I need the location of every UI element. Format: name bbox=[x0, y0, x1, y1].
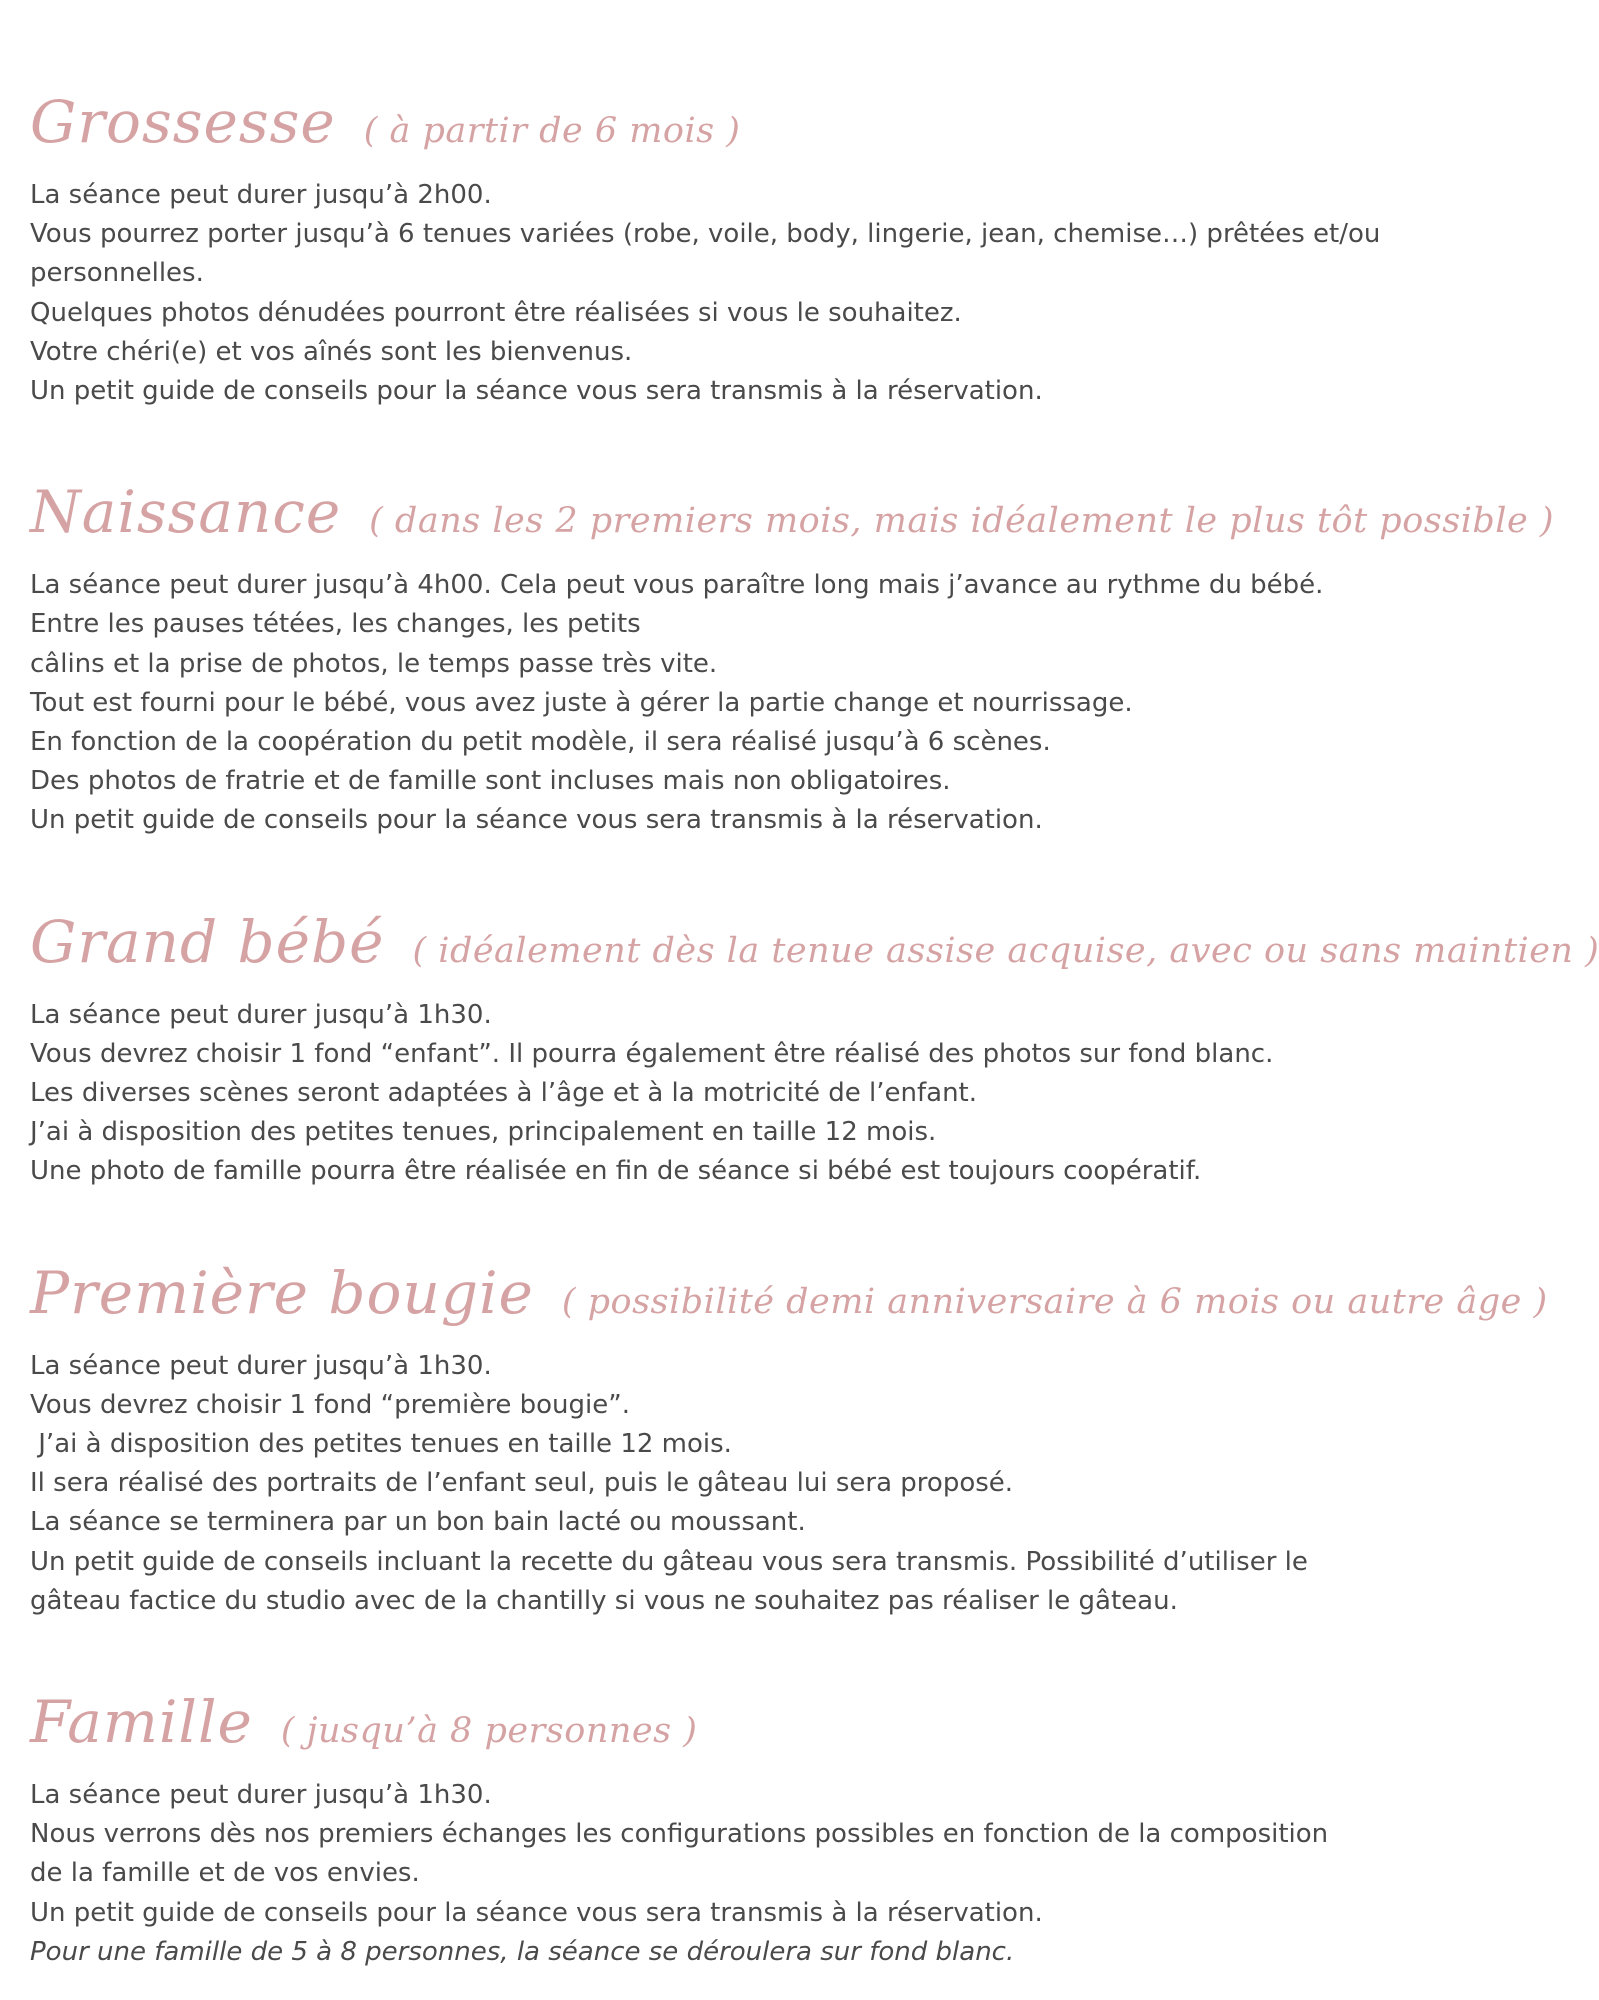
section-title: Naissance bbox=[30, 478, 342, 547]
body-line: Un petit guide de conseils pour la séance vous sera transmis à la réservation. bbox=[30, 376, 1043, 407]
body-line: La séance peut durer jusqu’à 1h30. bbox=[30, 1780, 492, 1811]
body-line: Un petit guide de conseils incluant la recette du gâteau vous sera transmis. Possibilité d’utiliser le bbox=[30, 1546, 1308, 1577]
body-line: Il sera réalisé des portraits de l’enfant seul, puis le gâteau lui sera proposé. bbox=[30, 1468, 1014, 1499]
body-line: En fonction de la coopération du petit modèle, il sera réalisé jusqu’à 6 scènes. bbox=[30, 727, 1051, 758]
body-line: câlins et la prise de photos, le temps passe très vite. bbox=[30, 648, 718, 679]
body-line: La séance peut durer jusqu’à 1h30. bbox=[30, 1350, 492, 1381]
section-heading bbox=[30, 68, 1394, 176]
section-heading bbox=[30, 458, 1554, 566]
body-line: Une photo de famille pourra être réalisée en fin de séance si bébé est toujours coopératif. bbox=[30, 1156, 1202, 1187]
body-line: La séance peut durer jusqu’à 1h30. bbox=[30, 999, 492, 1030]
section-title: Grossesse bbox=[30, 88, 336, 156]
section-body bbox=[30, 176, 1394, 411]
section-premi-re-bougie bbox=[30, 1239, 1548, 1668]
body-line: Vous pourrez porter jusqu’à 6 tenues variées (robe, voile, body, lingerie, jean, chemise…) prêtées et/ou bbox=[30, 219, 1381, 250]
section-heading bbox=[30, 888, 1599, 996]
body-line: Des photos de fratrie et de famille sont incluses mais non obligatoires. bbox=[30, 766, 951, 797]
section-grand-b-b bbox=[30, 888, 1599, 1239]
section-subtitle: ( possibilité demi anniversaire à 6 mois ou autre âge ) bbox=[561, 1281, 1548, 1322]
section-body bbox=[30, 1347, 1394, 1621]
section-subtitle: ( à partir de 6 mois ) bbox=[363, 111, 741, 151]
body-line: La séance peut durer jusqu’à 4h00. Cela peut vous paraître long mais j’avance au rythme du bébé. bbox=[30, 570, 1324, 601]
body-line: Pour une famille de 5 à 8 personnes, la séance se déroulera sur fond blanc. bbox=[30, 1936, 1015, 1967]
body-line: La séance se terminera par un bon bain lacté ou moussant. bbox=[30, 1507, 806, 1538]
section-subtitle: ( jusqu’à 8 personnes ) bbox=[280, 1711, 698, 1752]
body-line: personnelles. bbox=[30, 258, 204, 289]
sections-container bbox=[30, 68, 1599, 1972]
section-body bbox=[30, 996, 1394, 1192]
section-spacer bbox=[30, 1192, 1394, 1239]
body-line: Tout est fourni pour le bébé, vous avez juste à gérer la partie change et nourrissage. bbox=[30, 687, 1133, 718]
body-line: J’ai à disposition des petites tenues, principalement en taille 12 mois. bbox=[30, 1117, 937, 1148]
body-line: Quelques photos dénudées pourront être réalisées si vous le souhaitez. bbox=[30, 297, 962, 328]
section-title: Première bougie bbox=[30, 1258, 534, 1327]
body-line: gâteau factice du studio avec de la chantilly si vous ne souhaitez pas réaliser le gâteau. bbox=[30, 1585, 1178, 1616]
body-line: Vous devrez choisir 1 fond “enfant”. Il pourra également être réalisé des photos sur fond blanc. bbox=[30, 1038, 1274, 1069]
body-line: Nous verrons dès nos premiers échanges les configurations possibles en fonction de la composition bbox=[30, 1819, 1329, 1850]
section-heading bbox=[30, 1668, 1394, 1776]
section-naissance bbox=[30, 458, 1554, 887]
body-line: Entre les pauses tétées, les changes, les petits bbox=[30, 609, 641, 640]
body-line: Vous devrez choisir 1 fond “première bougie”. bbox=[30, 1389, 630, 1420]
body-line: Un petit guide de conseils pour la séance vous sera transmis à la réservation. bbox=[30, 1897, 1043, 1928]
body-line: Votre chéri(e) et vos aînés sont les bienvenus. bbox=[30, 336, 633, 367]
section-subtitle: ( idéalement dès la tenue assise acquise, avec ou sans maintien ) bbox=[412, 930, 1599, 971]
section-heading bbox=[30, 1239, 1548, 1347]
section-body bbox=[30, 566, 1394, 840]
section-spacer bbox=[30, 411, 1394, 458]
section-spacer bbox=[30, 841, 1394, 888]
body-line: Les diverses scènes seront adaptées à l’âge et à la motricité de l’enfant. bbox=[30, 1078, 978, 1109]
section-subtitle: ( dans les 2 premiers mois, mais idéalement le plus tôt possible ) bbox=[369, 501, 1554, 542]
section-spacer bbox=[30, 1621, 1394, 1668]
section-body bbox=[30, 1776, 1394, 1972]
section-title: Grand bébé bbox=[30, 907, 385, 976]
section-famille bbox=[30, 1668, 1394, 1972]
body-line: de la famille et de vos envies. bbox=[30, 1858, 420, 1889]
section-title: Famille bbox=[30, 1688, 253, 1757]
body-line: La séance peut durer jusqu’à 2h00. bbox=[30, 180, 492, 210]
section-grossesse bbox=[30, 68, 1394, 458]
body-line: J’ai à disposition des petites tenues en taille 12 mois. bbox=[30, 1429, 732, 1460]
body-line: Un petit guide de conseils pour la séance vous sera transmis à la réservation. bbox=[30, 805, 1043, 836]
